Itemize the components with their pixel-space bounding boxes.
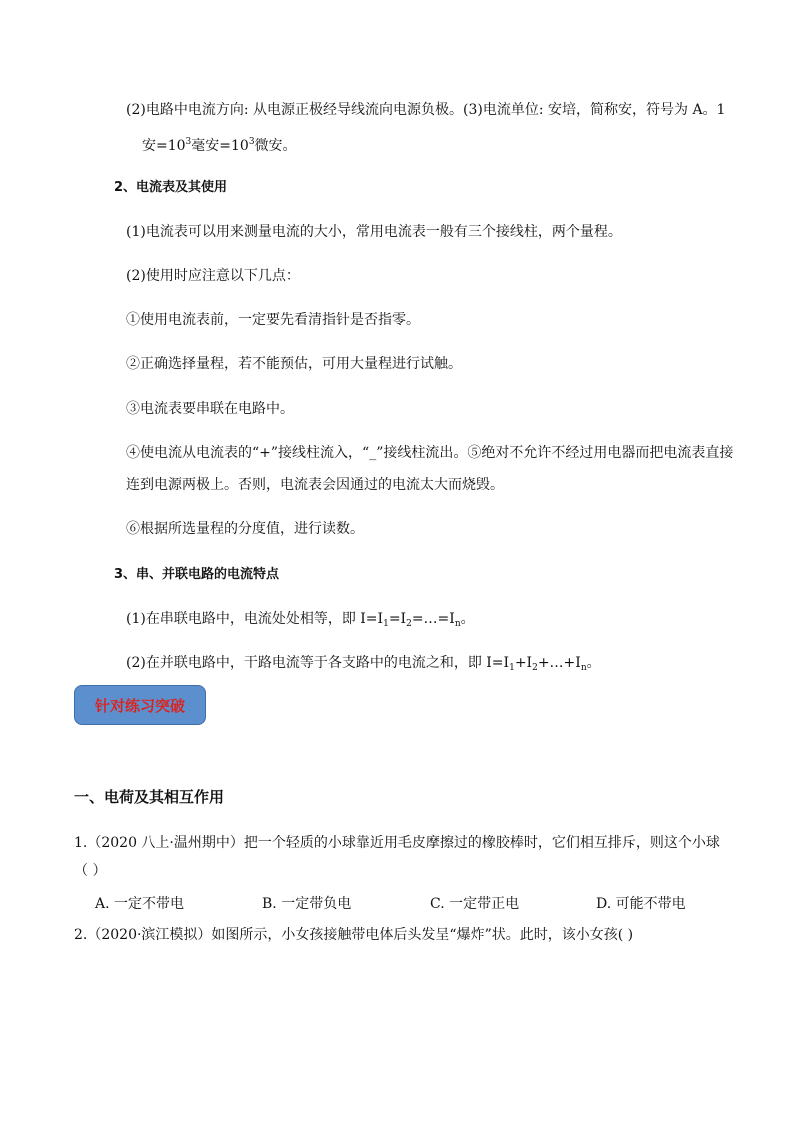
ammeter-point-1: (1)电流表可以用来测量电流的大小，常用电流表一般有三个接线柱，两个量程。 [126,224,622,240]
ammeter-rule-2: ②正确选择量程，若不能预估，可用大量程进行试触。 [126,356,462,372]
question-2-stem: 2.（2020·滨江模拟）如图所示，小女孩接触带电体后头发呈“爆炸”状。此时，该小女孩( ) [74,927,634,943]
ammeter-rule-1: ①使用电流表前，一定要先看清指针是否指零。 [126,312,420,328]
ammeter-point-2: (2)使用时应注意以下几点： [126,268,300,284]
ammeter-rule-3: ③电流表要串联在电路中。 [126,401,294,417]
question-1-stem: 1.（2020 八上·温州期中）把一个轻质的小球靠近用毛皮摩擦过的橡胶棒时，它们相互排斥，则这个小球 [74,835,720,851]
option-b: B. 一定带负电 [262,896,352,912]
ammeter-rule-6: ⑥根据所选量程的分度值，进行读数。 [126,521,364,537]
section-title: 一、电荷及其相互作用 [74,788,225,806]
option-d: D. 可能不带电 [596,896,686,912]
option-a: A. 一定不带电 [95,896,185,912]
heading-ammeter: 2、电流表及其使用 [114,180,228,195]
series-circuit-rule: (1)在串联电路中，电流处处相等，即 $I=I_1=I_2=\dots=I_n$。 [126,611,475,629]
parallel-circuit-rule: (2)在并联电路中，干路电流等于各支路中的电流之和，即 $I=I_1+I_2+\dots+I_n$。 [126,655,601,673]
ammeter-rule-4: ④使电流从电流表的“+”接线柱流入，“_”接线柱流出。⑤绝对不允许不经过用电器而把电流表直接 [126,445,734,461]
heading-circuit-current: 3、串、并联电路的电流特点 [114,567,280,582]
ammeter-rule-4-cont: 连到电源两极上。否则，电流表会因通过的电流太大而烧毁。 [126,477,504,493]
practice-badge: 针对练习突破 [74,685,206,725]
option-c: C. 一定带正电 [430,896,520,912]
unit-conversion-text: 安$=10^3$毫安$=10^3$微安。 [142,137,297,154]
current-direction-text: (2)电路中电流方向: 从电源正极经导线流向电源负极。(3)电流单位: 安培，简称安，符号为 A。1 [126,102,726,118]
question-1-blank: （ ） [74,863,107,879]
